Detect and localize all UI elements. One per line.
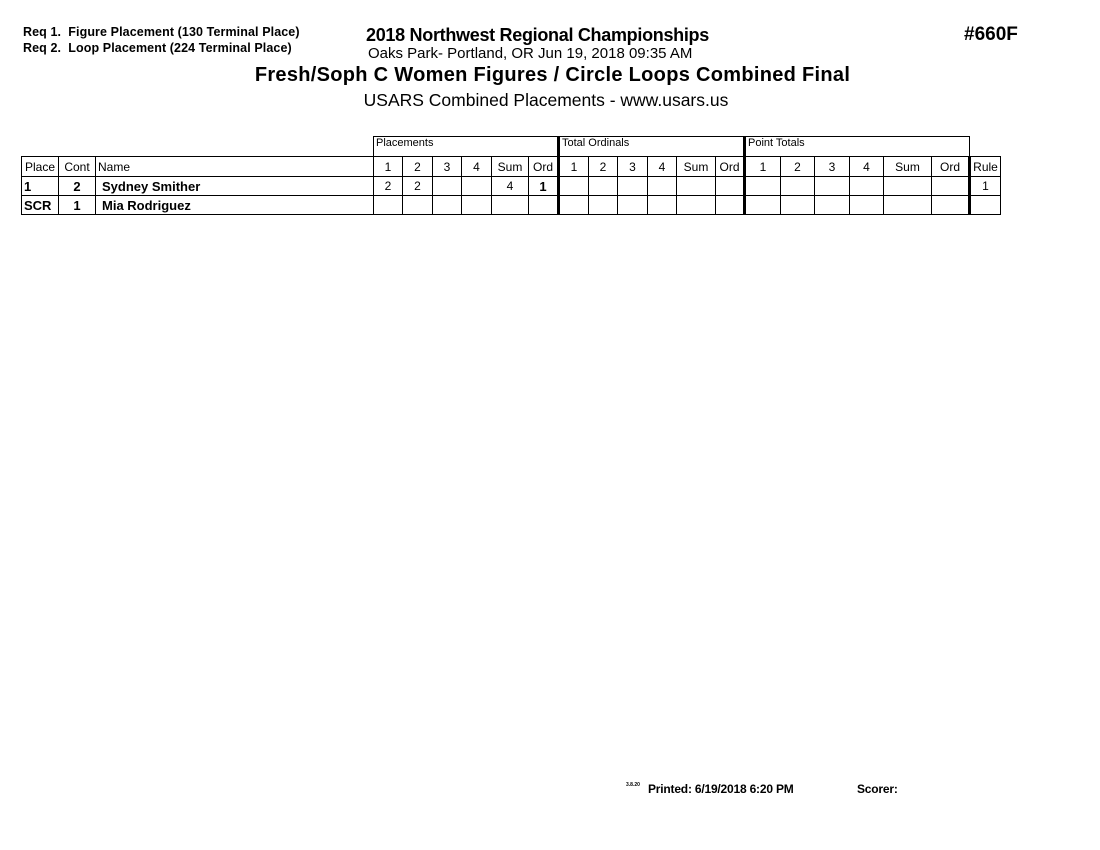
scorer-label: Scorer: (857, 782, 898, 796)
row-cont: 1 (59, 196, 96, 215)
group-placements: Placements (374, 137, 559, 157)
row-point-totals-ord (932, 177, 970, 196)
row-point-totals-2 (781, 177, 815, 196)
row-point-totals-ord (932, 196, 970, 215)
row-cont: 2 (59, 177, 96, 196)
row-point-totals-2 (781, 196, 815, 215)
row-placements-4 (462, 196, 492, 215)
row-placements-3 (433, 196, 462, 215)
row-total-ordinals-4 (648, 196, 677, 215)
row-placements-ord: 1 (529, 177, 559, 196)
table-row (22, 196, 1001, 215)
row-rule: 1 (970, 177, 1001, 196)
row-place: SCR (22, 196, 59, 215)
row-point-totals-1 (745, 177, 781, 196)
col-placements-1: 1 (374, 157, 403, 177)
row-total-ordinals-sum (677, 196, 716, 215)
row-total-ordinals-2 (589, 196, 618, 215)
row-placements-3 (433, 177, 462, 196)
row-placements-1: 2 (374, 177, 403, 196)
group-point-totals: Point Totals (745, 137, 970, 157)
col-name: Name (96, 157, 374, 177)
row-total-ordinals-2 (589, 177, 618, 196)
column-header-row (22, 157, 1001, 177)
row-placements-2 (403, 196, 433, 215)
row-placements-ord (529, 196, 559, 215)
col-point-totals-ord: Ord (932, 157, 970, 177)
row-point-totals-4 (850, 196, 884, 215)
table-row (22, 177, 1001, 196)
group-header-row (22, 137, 1001, 157)
col-point-totals-2: 2 (781, 157, 815, 177)
row-placements-4 (462, 177, 492, 196)
col-point-totals-1: 1 (745, 157, 781, 177)
requirement-1 (23, 25, 300, 39)
row-point-totals-3 (815, 177, 850, 196)
col-place: Place (22, 157, 59, 177)
row-point-totals-sum (884, 196, 932, 215)
col-point-totals-sum: Sum (884, 157, 932, 177)
col-placements-2: 2 (403, 157, 433, 177)
col-point-totals-3: 3 (815, 157, 850, 177)
row-total-ordinals-ord (716, 177, 745, 196)
col-placements-sum: Sum (492, 157, 529, 177)
col-placements-3: 3 (433, 157, 462, 177)
row-placements-2: 2 (403, 177, 433, 196)
col-total-ordinals-1: 1 (559, 157, 589, 177)
row-point-totals-1 (745, 196, 781, 215)
row-placements-sum: 4 (492, 177, 529, 196)
col-total-ordinals-ord: Ord (716, 157, 745, 177)
row-total-ordinals-3 (618, 177, 648, 196)
division-title: Fresh/Soph C Women Figures / Circle Loops Combined Final (254, 64, 851, 86)
col-total-ordinals-3: 3 (618, 157, 648, 177)
software-version: 3.8.20 (626, 782, 640, 788)
requirement-2-number: Req 2. (23, 41, 62, 55)
group-total-ordinals: Total Ordinals (559, 137, 745, 157)
row-total-ordinals-1 (559, 196, 589, 215)
row-total-ordinals-4 (648, 177, 677, 196)
requirement-1-text: Figure Placement (130 Terminal Place) (68, 25, 300, 39)
row-total-ordinals-sum (677, 177, 716, 196)
row-total-ordinals-3 (618, 196, 648, 215)
row-total-ordinals-1 (559, 177, 589, 196)
requirement-1-number: Req 1. (23, 25, 62, 39)
row-name: Mia Rodriguez (96, 196, 374, 215)
row-place: 1 (22, 177, 59, 196)
col-rule: Rule (970, 157, 1001, 177)
printed-timestamp: Printed: 6/19/2018 6:20 PM (648, 782, 794, 796)
row-point-totals-4 (850, 177, 884, 196)
col-total-ordinals-4: 4 (648, 157, 677, 177)
subtitle: USARS Combined Placements - www.usars.us (363, 90, 729, 110)
row-point-totals-3 (815, 196, 850, 215)
col-placements-4: 4 (462, 157, 492, 177)
row-total-ordinals-ord (716, 196, 745, 215)
requirement-2 (23, 41, 292, 55)
row-rule (970, 196, 1001, 215)
row-name: Sydney Smither (96, 177, 374, 196)
col-total-ordinals-sum: Sum (677, 157, 716, 177)
col-cont: Cont (59, 157, 96, 177)
col-point-totals-4: 4 (850, 157, 884, 177)
col-total-ordinals-2: 2 (589, 157, 618, 177)
col-placements-ord: Ord (529, 157, 559, 177)
row-placements-sum (492, 196, 529, 215)
row-point-totals-sum (884, 177, 932, 196)
row-placements-1 (374, 196, 403, 215)
event-location: Oaks Park- Portland, OR Jun 19, 2018 09:35 AM (368, 45, 693, 62)
event-title: 2018 Northwest Regional Championships (366, 25, 709, 45)
results-table (21, 136, 1001, 215)
requirement-2-text: Loop Placement (224 Terminal Place) (68, 41, 292, 55)
event-number: #660F (964, 24, 1018, 45)
